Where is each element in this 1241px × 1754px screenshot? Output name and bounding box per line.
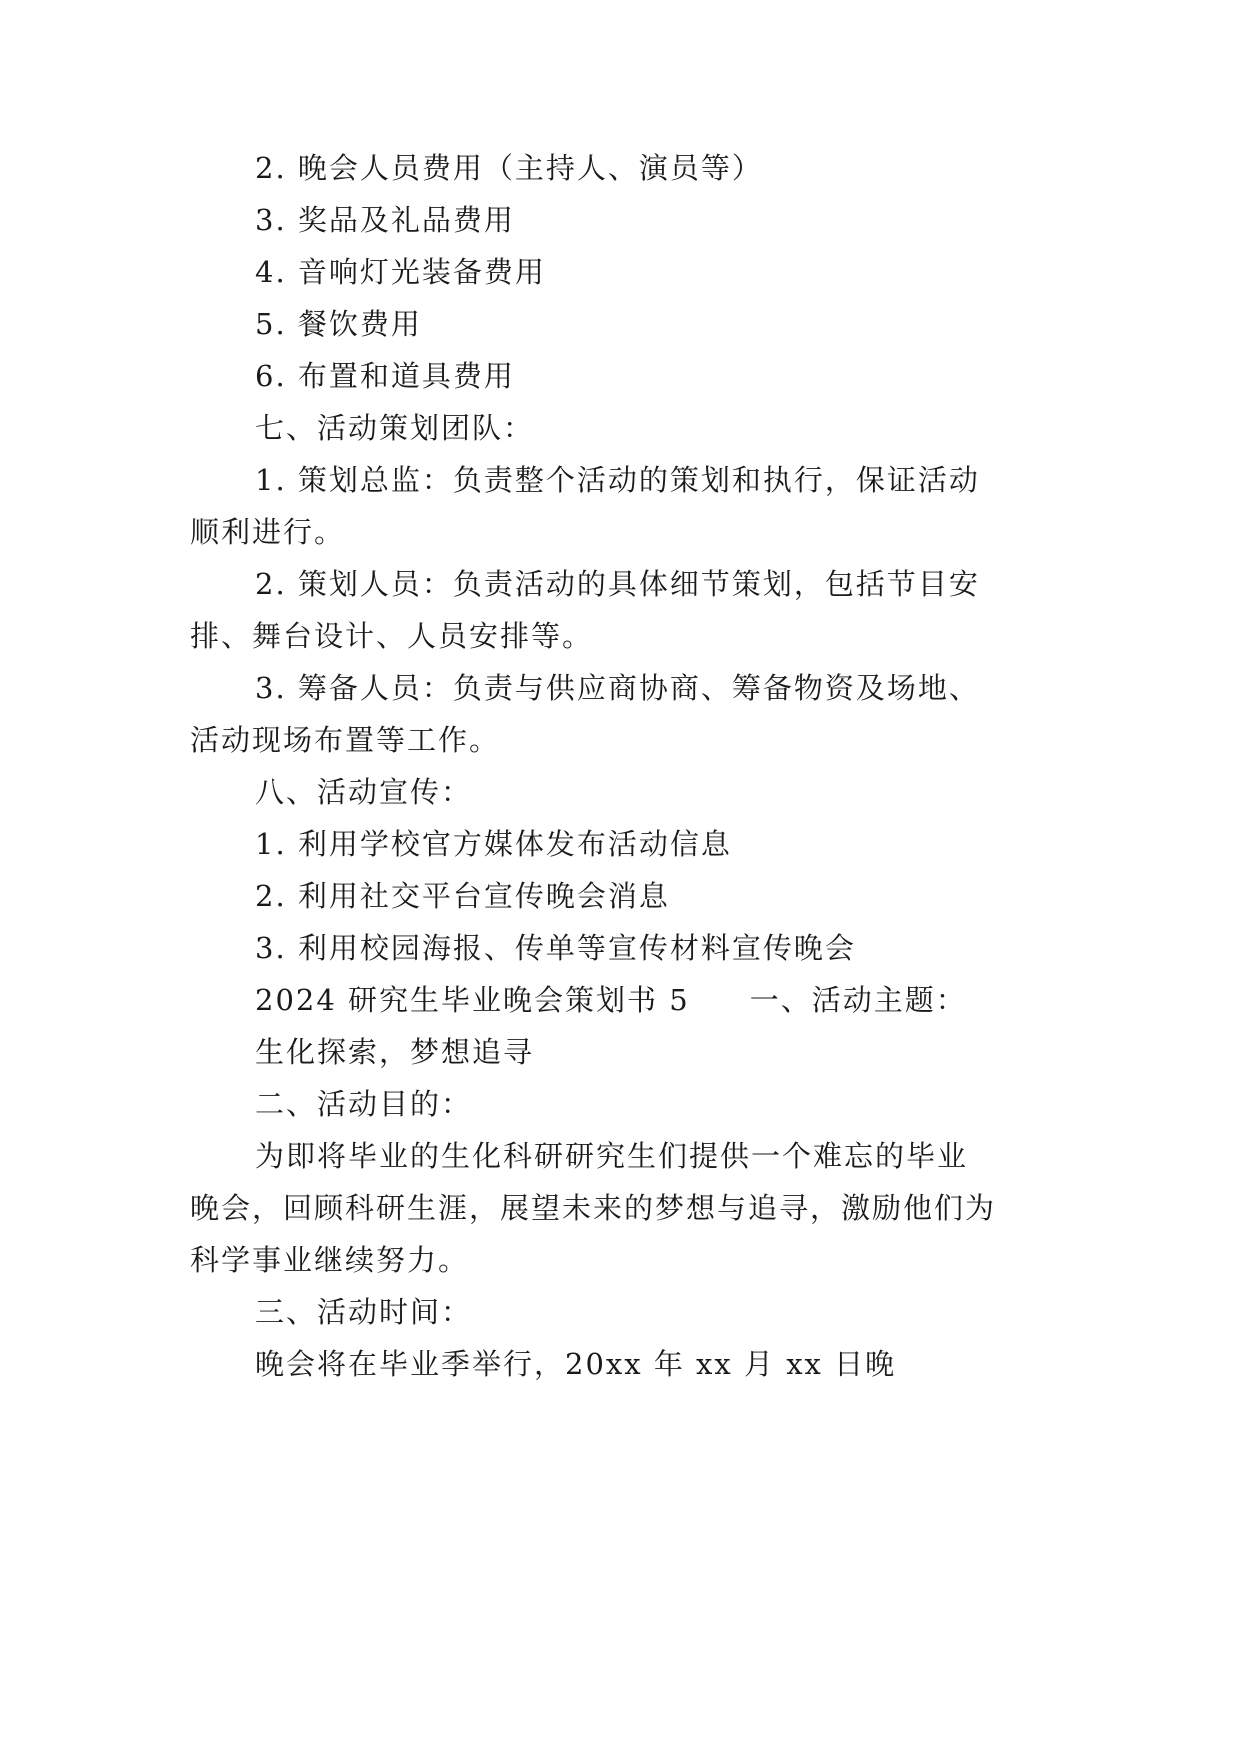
budget-item-5: 5. 餐饮费用	[255, 307, 422, 341]
plan-title-line	[255, 982, 967, 1018]
plan-title: 2024 研究生毕业晚会策划书 5	[255, 983, 690, 1017]
promotion-item-2: 2. 利用社交平台宣传晚会消息	[255, 879, 670, 913]
team-item-2-line-2: 排、舞台设计、人员安排等。	[190, 619, 594, 653]
budget-item-3: 3. 奖品及礼品费用	[255, 203, 515, 237]
section-heading-time: 三、活动时间：	[255, 1295, 473, 1329]
budget-item-4: 4. 音响灯光装备费用	[255, 255, 546, 289]
purpose-line-3: 科学事业继续努力。	[190, 1243, 470, 1277]
team-item-1-line-2: 顺利进行。	[190, 515, 346, 549]
team-item-2-line-1: 2. 策划人员：负责活动的具体细节策划，包括节目安	[255, 567, 980, 601]
purpose-line-2: 晚会，回顾科研生涯，展望未来的梦想与追寻，激励他们为	[190, 1191, 997, 1225]
section-heading-promotion: 八、活动宣传：	[255, 775, 473, 809]
section-heading-team: 七、活动策划团队：	[255, 411, 535, 445]
section-heading-theme: 一、活动主题：	[749, 983, 967, 1017]
theme-text: 生化探索，梦想追寻	[255, 1035, 535, 1069]
budget-item-6: 6. 布置和道具费用	[255, 359, 515, 393]
purpose-line-1: 为即将毕业的生化科研研究生们提供一个难忘的毕业	[255, 1139, 969, 1173]
promotion-item-1: 1. 利用学校官方媒体发布活动信息	[255, 827, 732, 861]
section-heading-purpose: 二、活动目的：	[255, 1087, 473, 1121]
budget-item-2: 2. 晚会人员费用（主持人、演员等）	[255, 151, 763, 185]
team-item-1-line-1: 1. 策划总监：负责整个活动的策划和执行，保证活动	[255, 463, 980, 497]
team-item-3-line-2: 活动现场布置等工作。	[190, 723, 501, 757]
team-item-3-line-1: 3. 筹备人员：负责与供应商协商、筹备物资及场地、	[255, 671, 980, 705]
promotion-item-3: 3. 利用校园海报、传单等宣传材料宣传晚会	[255, 931, 856, 965]
time-text: 晚会将在毕业季举行，20xx 年 xx 月 xx 日晚	[255, 1347, 897, 1381]
